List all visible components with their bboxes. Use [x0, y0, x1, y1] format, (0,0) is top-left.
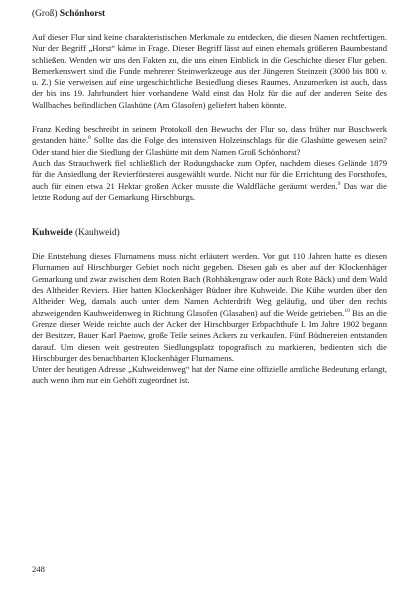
paragraph-text: Auch das Strauchwerk fiel schließlich der Rodungshacke zum Opfer, nachdem dieses Gelände 1879 für die Ansiedlung der Revierförsterei ausgewählt wurde. Nicht nur für die Errichtung des Forsthofes, auch für einen etwa 21 Hektar großen Acker musste die Waldfläche geräumt werden.: [32, 157, 387, 191]
paragraph-text: Franz Keding beschreibt in seinem Protokoll den Bewuchs der Flur so, dass früher nur Buschwerk gestanden hätte.: [32, 124, 387, 146]
paragraph-text: Die Entstehung dieses Flurnamens muss nicht erläutert werden. Vor gut 110 Jahren hatte es diesen Flurnamen auf Hirschburger Gebiet noch nicht gegeben. Diesen gab es aber auf der Klockenhäger Gemarkung und zwar zwischen dem Roten Bach (Rohbäkengraw oder auch Rote Bäck) und dem Wald des Altheider Reviers. Hier hatten Klockenhäger Büdner ihre Kuhweide. Die Kühe wurden über den Altheider Weg, damals auch unter dem Namen Achterdrift Weg geläufig, und über den rechts abzweigenden Kauhweidenweg in Richtung Glasofen (Glasaben) auf die Weide getrieben.: [32, 251, 387, 318]
paragraph: [32, 251, 387, 364]
paragraph-text: Das war die letzte Rodung auf der Gemarkung Hirschburgs.: [32, 180, 387, 202]
page-number: 248: [32, 564, 45, 574]
title-bold: Kuhweide: [32, 228, 73, 239]
footnote-marker: 10: [344, 307, 350, 314]
title-prefix: (Groß): [32, 9, 60, 19]
section-title-kuhweide: [32, 227, 387, 239]
paragraph: Unter der heutigen Adresse „Kuhweidenweg“ hat der Name eine offizielle amtliche Bedeutung erlangt, auch wenn ihm nur ein Gehöft zugeordnet ist.: [32, 364, 387, 386]
document-page: [32, 8, 387, 387]
paragraph: [32, 158, 387, 203]
title-suffix: (Kauhweid): [72, 228, 120, 239]
paragraph: Auf dieser Flur sind keine charakteristischen Merkmale zu entdecken, die diesen Namen rechtfertigen. Nur der Begriff „Horst“ käme in Frage. Dieser Begriff lässt auf einen ehemals größeren Baumbestand schließen. Wenden wir uns den Fakten zu, die uns einen Einblick in die Geschichte dieser Flur geben. Bemerkenswert sind die Funde mehrerer Steinwerkzeuge aus der Jüngeren Steinzeit (3000 bis 800 v. u. Z.) Sie verweisen auf eine urgeschichtliche Besiedlung dieses Raumes. Anzumerken ist auch, dass der bis ins 19. Jahrhundert hier vorhandene Wald einst das Holz für die auf der anderen Seite des Wallbaches befindlichen Glashütte (Am Glasofen) geliefert haben könnte.: [32, 32, 387, 110]
section-title-schoenhorst: [32, 8, 387, 20]
footnote-marker: 8: [88, 135, 91, 142]
paragraph: [32, 124, 387, 158]
footnote-marker: 9: [337, 180, 341, 187]
title-bold: Schönhorst: [59, 9, 106, 19]
paragraph-text: Bis an die Grenze dieser Weide reichte auch der Acker der Hirschburger Erbpachthufe I. Im Jahre 1902 begann der Besitzer, Bauer Karl Paetow, große Teile seines Ackers zu verkaufen. Fünf Büdnereien entstanden darauf. Um diesen weit gestreuten Siedlungsplatz topografisch zu markieren, bedienten sich die Hirschburger des benachbarten Klockenhäger Flurnamens.: [32, 307, 387, 363]
paragraph-text: Sollte das die Folge des intensiven Holzeinschlags für die Glashütte gewesen sein? Oder stand hier die Siedlung der Glashütte mit dem Namen Groß Schönhorst?: [32, 135, 387, 157]
